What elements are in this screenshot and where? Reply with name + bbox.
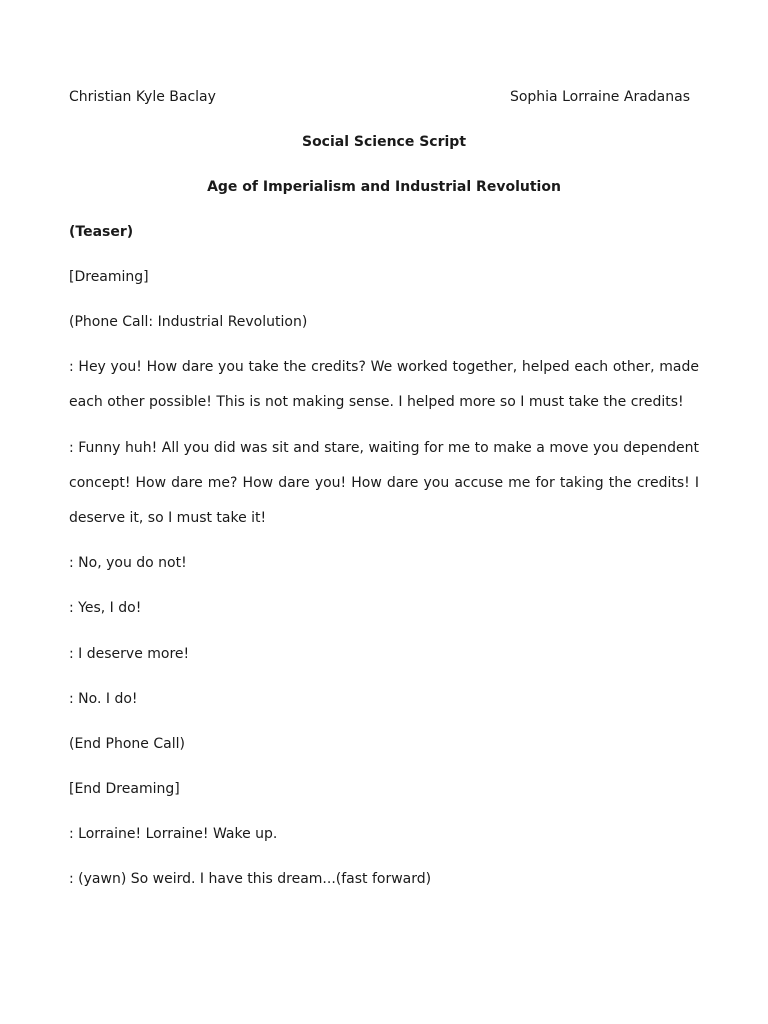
- dialogue-line: : Hey you! How dare you take the credits? We worked together, helped each other, made: [69, 359, 699, 375]
- dialogue-line-yes-i-do: : Yes, I do!: [69, 600, 142, 616]
- dialogue-paragraph-1: [69, 358, 699, 428]
- dialogue-line-no-you-do-not: : No, you do not!: [69, 555, 187, 571]
- dialogue-line: concept! How dare me? How dare you! How dare you accuse me for taking the credits! I: [69, 475, 699, 491]
- stage-direction-end-dreaming: [End Dreaming]: [69, 781, 180, 797]
- dialogue-line: each other possible! This is not making sense. I helped more so I must take the credits!: [69, 394, 684, 410]
- author-header: [69, 88, 690, 106]
- stage-direction-end-phone-call: (End Phone Call): [69, 736, 185, 752]
- dialogue-line-yawn: : (yawn) So weird. I have this dream...(fast forward): [69, 871, 432, 887]
- dialogue-line-wake-up: : Lorraine! Lorraine! Wake up.: [69, 826, 278, 842]
- dialogue-paragraph-2: [69, 439, 699, 544]
- author-left: Christian Kyle Baclay: [69, 89, 216, 105]
- dialogue-line-deserve-more: : I deserve more!: [69, 646, 190, 662]
- dialogue-line-no-i-do: : No. I do!: [69, 691, 138, 707]
- author-right: Sophia Lorraine Aradanas: [509, 89, 690, 105]
- section-heading: (Teaser): [69, 224, 134, 240]
- stage-direction-dreaming: [Dreaming]: [69, 269, 149, 285]
- document-title: Social Science Script: [301, 134, 467, 150]
- document-subtitle: Age of Imperialism and Industrial Revolution: [207, 179, 561, 195]
- dialogue-line: deserve it, so I must take it!: [69, 510, 267, 526]
- dialogue-line: : Funny huh! All you did was sit and stare, waiting for me to make a move you dependent: [69, 440, 699, 456]
- stage-direction-phone-call: (Phone Call: Industrial Revolution): [69, 314, 308, 330]
